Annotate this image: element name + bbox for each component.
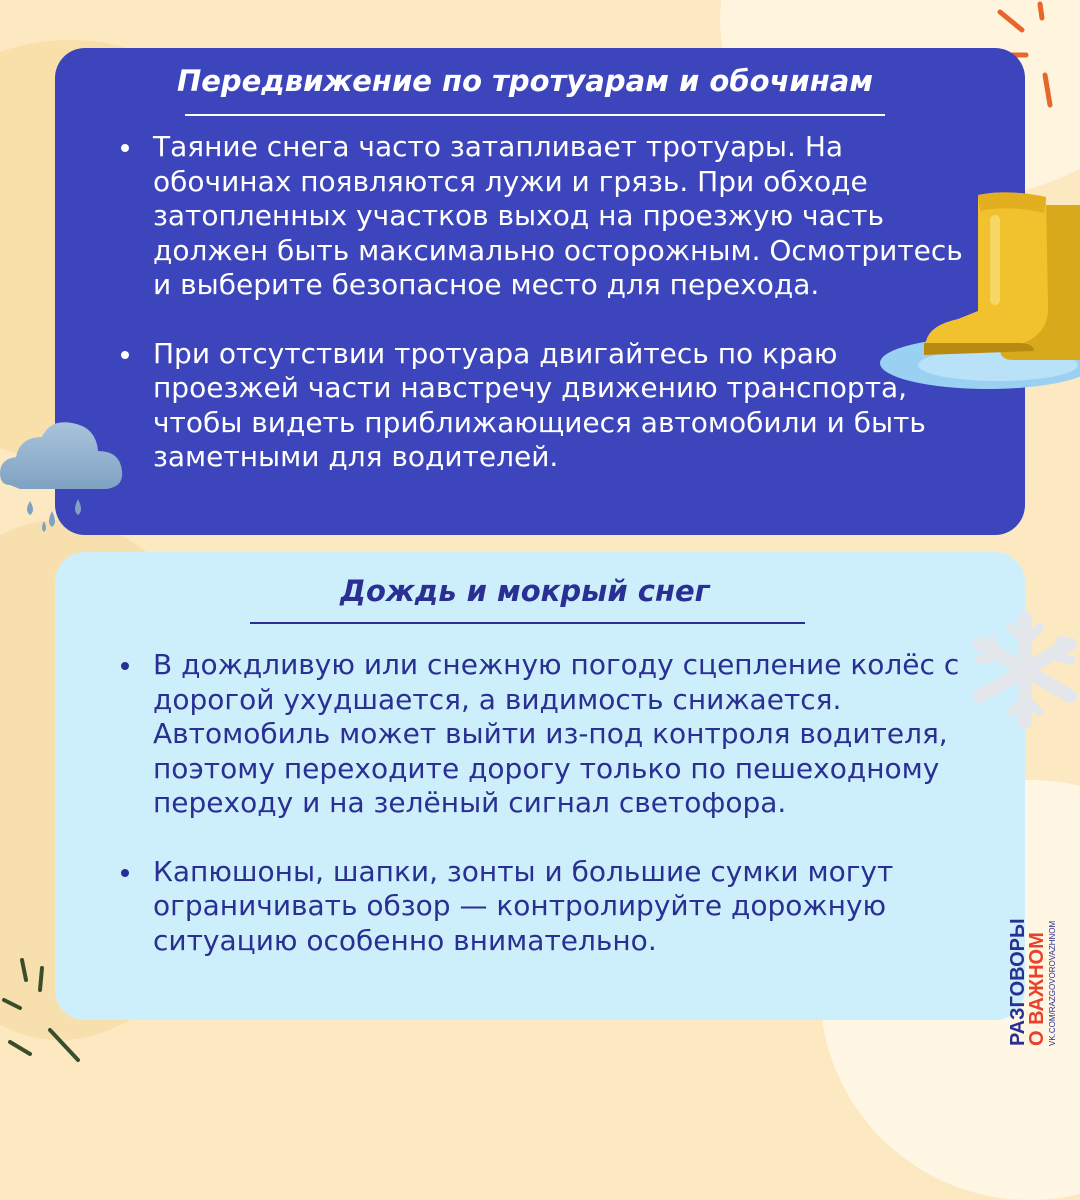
snowflake-icon [965, 610, 1080, 730]
rain-snow-info-card [55, 552, 1025, 1020]
list-item [115, 337, 965, 475]
title-divider [250, 622, 805, 624]
bullet-list [115, 130, 965, 475]
rain-cloud-icon [0, 415, 130, 540]
bullet-icon [121, 662, 129, 670]
logo-line2: О ВАЖНОМ [1026, 932, 1048, 1046]
bullet-icon [121, 144, 129, 152]
list-item [115, 648, 965, 821]
list-item-text: Таяние снега часто затапливает тротуары. На обочинах появляются лужи и грязь. При обходе затопленных участков выход на проезжую часть должен быть максимально осторожным. Осмотритесь и выберите безопасное место для перехода. [153, 130, 963, 301]
list-item-text: В дождливую или снежную погоду сцепление колёс с дорогой ухудшается, а видимость снижается. Автомобиль может выйти из-под контроля водителя, поэтому переходите дорогу только по пешеходному переходу и на зелёный сигнал светофора. [153, 648, 960, 819]
bullet-list [115, 648, 965, 958]
list-item [115, 130, 965, 303]
list-item-text: При отсутствии тротуара двигайтесь по краю проезжей части навстречу движению транспорта, чтобы видеть приближающиеся автомобили и быть заметными для водителей. [153, 336, 926, 473]
logo-line1: РАЗГОВОРЫ [1007, 918, 1029, 1046]
list-item-text: Капюшоны, шапки, зонты и большие сумки могут ограничивать обзор — контролируйте дорожную ситуацию особенно внимательно. [153, 854, 894, 957]
rubber-boots-icon [878, 185, 1080, 395]
list-item [115, 855, 965, 959]
card-title: Передвижение по тротуарам и обочинам [176, 64, 874, 98]
bullet-icon [121, 869, 129, 877]
logo-url: VK.COM/RAZGOVOROVAZHNOM [1048, 920, 1057, 1046]
bullet-icon [121, 351, 129, 359]
title-divider [185, 114, 885, 116]
brand-logo [1000, 888, 1060, 1048]
card-title: Дождь и мокрый снег [340, 574, 710, 608]
